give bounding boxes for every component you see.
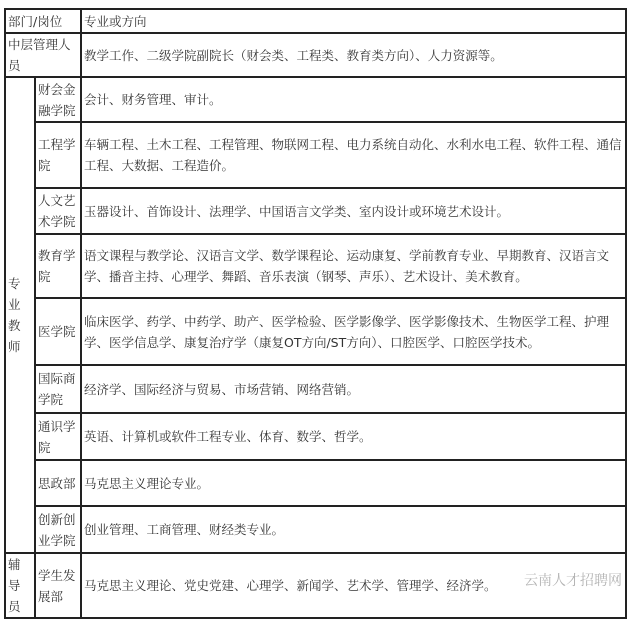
recruitment-table [4, 8, 627, 619]
college-cell: 教育学院 [35, 234, 81, 298]
majors-cell: 语文课程与教学论、汉语言文学、数学课程论、运动康复、学前教育专业、早期教育、汉语言文学、播音主持、心理学、舞蹈、音乐表演（钢琴、声乐）、艺术设计、美术教育。 [81, 234, 626, 298]
college-cell: 思政部 [35, 460, 81, 506]
majors-cell: 车辆工程、土木工程、工程管理、物联网工程、电力系统自动化、水利水电工程、软件工程、通信工程、大数据、工程造价。 [81, 122, 626, 188]
majors-cell: 经济学、国际经济与贸易、市场营销、网络营销。 [81, 365, 626, 413]
table-row [5, 413, 626, 460]
header-dept: 部门/岗位 [5, 9, 81, 33]
college-cell: 人文艺术学院 [35, 188, 81, 234]
table-row [5, 234, 626, 298]
majors-cell: 马克思主义理论、党史党建、心理学、新闻学、艺术学、管理学、经济学。 [81, 553, 626, 618]
table-row [5, 365, 626, 413]
header-major: 专业或方向 [81, 9, 626, 33]
college-cell: 国际商学院 [35, 365, 81, 413]
majors-cell: 英语、计算机或软件工程专业、体育、数学、哲学。 [81, 413, 626, 460]
table-row [5, 188, 626, 234]
table-row [5, 33, 626, 77]
dept-cell: 专业教师 [5, 77, 35, 553]
college-cell: 通识学院 [35, 413, 81, 460]
table-row [5, 506, 626, 553]
college-cell: 创新创业学院 [35, 506, 81, 553]
majors-cell: 玉器设计、首饰设计、法理学、中国语言文学类、室内设计或环境艺术设计。 [81, 188, 626, 234]
college-cell: 学生发展部 [35, 553, 81, 618]
college-cell: 医学院 [35, 298, 81, 365]
majors-cell: 教学工作、二级学院副院长（财会类、工程类、教育类方向）、人力资源等。 [81, 33, 626, 77]
dept-cell: 中层管理人员 [5, 33, 81, 77]
table-row [5, 460, 626, 506]
dept-cell: 辅导员 [5, 553, 35, 618]
majors-cell: 创业管理、工商管理、财经类专业。 [81, 506, 626, 553]
table-row [5, 77, 626, 122]
watermark: 云南人才招聘网 [524, 573, 622, 589]
majors-cell: 马克思主义理论专业。 [81, 460, 626, 506]
college-cell: 工程学院 [35, 122, 81, 188]
table-row [5, 122, 626, 188]
majors-cell: 临床医学、药学、中药学、助产、医学检验、医学影像学、医学影像技术、生物医学工程、护理学、医学信息学、康复治疗学（康复OT方向/ST方向）、口腔医学、口腔医学技术。 [81, 298, 626, 365]
table-row [5, 298, 626, 365]
table-header-row [5, 9, 626, 33]
college-cell: 财会金融学院 [35, 77, 81, 122]
majors-cell: 会计、财务管理、审计。 [81, 77, 626, 122]
